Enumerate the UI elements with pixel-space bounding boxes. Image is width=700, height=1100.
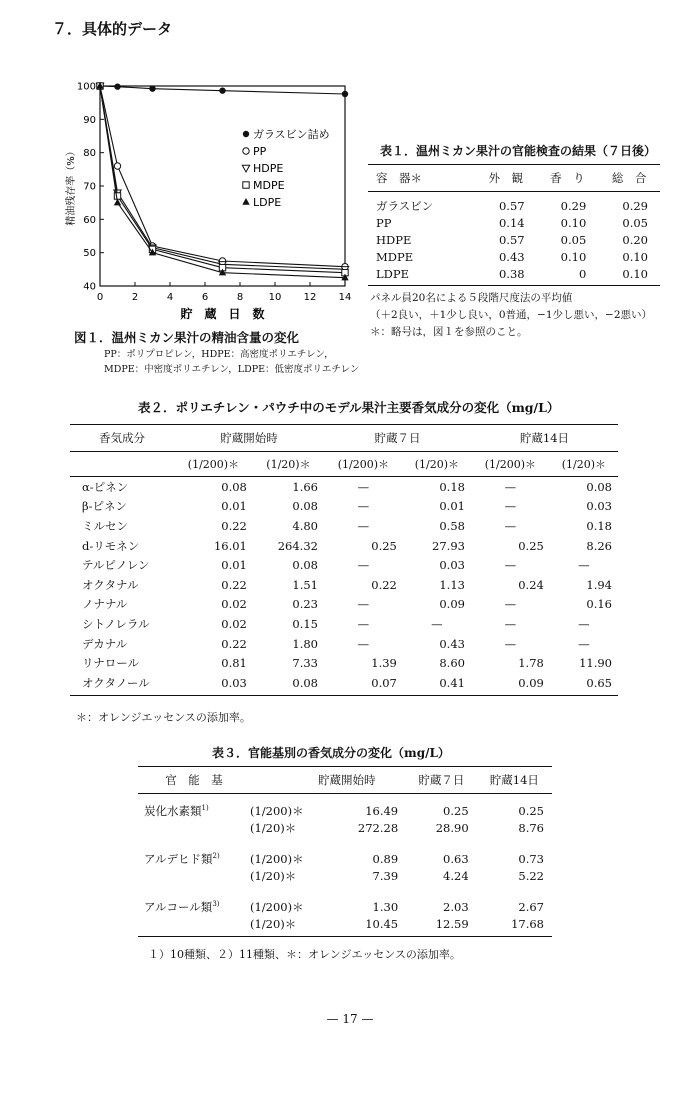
table2-cell: 0.25 bbox=[371, 538, 397, 553]
y-tick-label: 90 bbox=[83, 114, 96, 126]
table2-cell: — bbox=[357, 499, 370, 514]
table1-row-label: LDPE bbox=[368, 265, 475, 286]
table2-sub-header: (1/200)＊ bbox=[324, 452, 403, 477]
table2 bbox=[70, 424, 618, 696]
table2-row bbox=[70, 634, 618, 654]
table1-cell: 0.29 bbox=[560, 198, 587, 213]
plot-frame bbox=[100, 86, 345, 286]
table2-cell: 7.33 bbox=[292, 656, 318, 671]
table2-row bbox=[70, 653, 618, 673]
table3-group-footnote-mark: 1) bbox=[201, 803, 209, 812]
table3-row bbox=[138, 884, 552, 915]
table3-row bbox=[138, 794, 552, 820]
table2-group-header: 香気成分 bbox=[70, 425, 174, 452]
table2-row bbox=[70, 516, 618, 536]
table1-cell: 0.38 bbox=[475, 265, 537, 286]
table2-compound-name: シトノレラル bbox=[82, 616, 150, 631]
table2-cell: 0.41 bbox=[403, 673, 471, 695]
section-heading: ７．具体的データ bbox=[52, 20, 173, 38]
table3-cell: 0.25 bbox=[518, 803, 544, 818]
figure-note-1: PP：ポリプロピレン，HDPE：高密度ポリエチレン， bbox=[104, 349, 334, 360]
table2-cell: 0.15 bbox=[292, 616, 318, 631]
table1-footnote-1: パネル員20名による５段階尺度法の平均値 bbox=[370, 292, 573, 304]
table1-footnote-2: （＋2良い，＋1少し良い，0普通，−1少し悪い，−2悪い） bbox=[370, 309, 652, 321]
table3-cell: 272.28 bbox=[357, 820, 399, 835]
table2-row bbox=[70, 673, 618, 695]
table3-rate: (1/20)＊ bbox=[250, 820, 297, 835]
table3-group-label: アルコール類 bbox=[144, 899, 213, 914]
table3-cell: 17.68 bbox=[477, 915, 552, 937]
table2-cell: 0.02 bbox=[221, 616, 247, 631]
table3-cell: 2.03 bbox=[443, 899, 469, 914]
table2-cell: — bbox=[504, 636, 517, 651]
table2-compound-name: d-リモネン bbox=[82, 538, 140, 553]
table3-cell: 0.25 bbox=[443, 803, 469, 818]
table1-cell: 0.10 bbox=[560, 215, 587, 230]
table2-cell: 0.16 bbox=[586, 597, 612, 612]
data-point bbox=[114, 163, 120, 169]
table2-cell: — bbox=[431, 616, 443, 631]
table2-cell: 0.25 bbox=[518, 538, 544, 553]
table3-rate: (1/200)＊ bbox=[250, 851, 304, 866]
legend-label: MDPE bbox=[253, 179, 285, 192]
table3-cell: 1.30 bbox=[372, 899, 399, 914]
table1-row bbox=[368, 265, 660, 286]
table2-cell: 0.03 bbox=[586, 499, 612, 514]
table3-header bbox=[250, 767, 318, 794]
table1-row bbox=[368, 192, 660, 215]
table2-group-header: 貯蔵７日 bbox=[324, 425, 471, 452]
table3-group-name bbox=[138, 819, 250, 836]
table2-cell: 0.08 bbox=[292, 499, 318, 514]
table2-cell: 0.09 bbox=[471, 673, 550, 695]
table2-cell: — bbox=[504, 518, 517, 533]
table3-group-name bbox=[138, 836, 250, 867]
table3-group-name bbox=[138, 884, 250, 915]
table3-rate: (1/200)＊ bbox=[250, 803, 304, 818]
table1-header: 総 合 bbox=[598, 165, 660, 192]
table3 bbox=[138, 766, 552, 937]
table2-row bbox=[70, 497, 618, 517]
x-tick-label: 6 bbox=[201, 292, 209, 303]
table3-row bbox=[138, 915, 552, 937]
table2-row bbox=[70, 595, 618, 615]
series-line-2 bbox=[100, 86, 345, 267]
table2-cell: — bbox=[357, 518, 370, 533]
y-tick-label: 100 bbox=[76, 81, 96, 93]
table2-sub-header: (1/20)＊ bbox=[403, 452, 471, 477]
table2-row bbox=[70, 614, 618, 634]
table2-compound-name: オクタナル bbox=[82, 577, 139, 592]
series-line-5 bbox=[100, 86, 345, 278]
table2-cell: 1.51 bbox=[292, 577, 318, 592]
table2-cell: — bbox=[357, 616, 370, 631]
data-point bbox=[342, 91, 348, 97]
table2-compound-name: β-ピネン bbox=[82, 499, 128, 514]
data-point bbox=[114, 193, 120, 199]
table3-cell: 0.63 bbox=[443, 851, 469, 866]
table2-row bbox=[70, 477, 618, 497]
table2-cell: 0.23 bbox=[292, 597, 318, 612]
table3-row bbox=[138, 867, 552, 884]
table1-header: 容 器＊ bbox=[368, 165, 475, 192]
y-tick-label: 70 bbox=[83, 181, 96, 193]
table2-cell: — bbox=[504, 558, 517, 573]
table2-cell: 0.65 bbox=[550, 673, 618, 695]
table2-cell: 0.22 bbox=[221, 518, 247, 533]
table1-cell: 0 bbox=[537, 265, 599, 286]
table2-cell: 0.43 bbox=[439, 636, 465, 651]
table2-cell: 0.01 bbox=[221, 558, 247, 573]
legend-marker bbox=[242, 198, 249, 205]
table1-cell: 0.43 bbox=[498, 249, 525, 264]
table1-cell: 0.10 bbox=[598, 265, 660, 286]
table3-cell: 4.24 bbox=[443, 868, 469, 883]
data-point bbox=[219, 87, 225, 93]
table2-cell: 0.08 bbox=[253, 673, 324, 695]
table3-group-name bbox=[138, 794, 250, 820]
table3-footnote: １）10種類、２）11種類、＊：オレンジエッセンスの添加率。 bbox=[148, 948, 461, 961]
table2-cell: 27.93 bbox=[432, 538, 465, 553]
table1-row-label: ガラスビン bbox=[376, 198, 434, 213]
table1-cell: 0.57 bbox=[498, 198, 525, 213]
table2-compound-name: ノナナル bbox=[82, 597, 128, 612]
table2-cell: 0.07 bbox=[324, 673, 403, 695]
table2-cell: 0.08 bbox=[586, 479, 612, 494]
table2-cell: 0.08 bbox=[292, 558, 318, 573]
y-axis-label: 精油残存率（%） bbox=[66, 146, 77, 226]
table2-cell: — bbox=[357, 479, 370, 494]
table1-cell: 0.29 bbox=[622, 198, 648, 213]
legend-label: ガラスビン詰め bbox=[253, 128, 330, 141]
table2-cell: 8.26 bbox=[586, 538, 612, 553]
table2-cell: — bbox=[578, 636, 590, 651]
table1-cell: 0.57 bbox=[498, 232, 525, 247]
table2-cell: — bbox=[357, 558, 370, 573]
legend-marker bbox=[243, 148, 249, 154]
table2-compound-name: テルピノレン bbox=[82, 558, 150, 573]
table2-cell: 0.22 bbox=[221, 577, 247, 592]
table3-cell: 28.90 bbox=[435, 820, 469, 835]
table2-compound-name: ミルセン bbox=[82, 518, 128, 533]
table2-cell: 16.01 bbox=[213, 538, 247, 553]
table2-cell: 1.78 bbox=[518, 656, 544, 671]
x-tick-label: 2 bbox=[131, 292, 139, 303]
table2-cell: 1.13 bbox=[439, 577, 465, 592]
table2-compound-name: リナロール bbox=[82, 656, 140, 671]
table3-row bbox=[138, 836, 552, 867]
x-tick-label: 14 bbox=[338, 292, 352, 303]
table2-cell: 1.39 bbox=[371, 656, 397, 671]
y-tick-label: 80 bbox=[83, 148, 96, 160]
table3-cell: 16.49 bbox=[365, 803, 399, 818]
table3-group-footnote-mark: 3) bbox=[212, 899, 220, 908]
table2-cell: — bbox=[504, 597, 517, 612]
table2-sub-header: (1/200)＊ bbox=[471, 452, 550, 477]
legend-label: HDPE bbox=[253, 162, 284, 175]
table2-cell: 0.01 bbox=[221, 499, 247, 514]
legend-label: PP bbox=[253, 145, 267, 158]
table2-compound-name: α-ピネン bbox=[82, 479, 129, 494]
table1-row-label: PP bbox=[376, 215, 392, 230]
table1-cell: 0.10 bbox=[560, 249, 587, 264]
table2-cell: — bbox=[357, 597, 370, 612]
table1-cell: 0.10 bbox=[622, 249, 648, 264]
table1-cell: 0.05 bbox=[622, 215, 648, 230]
table2-cell: — bbox=[504, 479, 517, 494]
table3-group-label: 炭化水素類 bbox=[144, 803, 202, 818]
table1-row-label: HDPE bbox=[376, 232, 412, 247]
table3-header: 官 能 基 bbox=[138, 767, 250, 794]
table2-cell: 0.01 bbox=[439, 499, 465, 514]
table3-header: 貯蔵７日 bbox=[406, 767, 477, 794]
legend-marker bbox=[242, 165, 249, 172]
legend-marker bbox=[243, 182, 249, 188]
table3-cell: 2.67 bbox=[518, 899, 544, 914]
x-tick-label: 10 bbox=[268, 292, 282, 303]
series-line-3 bbox=[100, 86, 345, 269]
table1-row bbox=[368, 231, 660, 248]
table2-cell: — bbox=[504, 499, 517, 514]
table2-cell: 0.08 bbox=[221, 479, 247, 494]
table2-group-header: 貯蔵開始時 bbox=[174, 425, 324, 452]
table2-cell: 0.02 bbox=[221, 597, 247, 612]
figure-caption: 図１．温州ミカン果汁の精油含量の変化 bbox=[74, 330, 300, 345]
table3-header: 貯蔵開始時 bbox=[318, 767, 406, 794]
data-point bbox=[149, 85, 155, 91]
legend-marker bbox=[243, 131, 249, 137]
table2-title: 表２．ポリエチレン・パウチ中のモデル果汁主要香気成分の変化（mg/L） bbox=[138, 400, 560, 415]
x-axis-label: 貯 蔵 日 数 bbox=[180, 307, 265, 321]
table2-compound-name: オクタノール bbox=[70, 673, 174, 695]
table1-row-label: MDPE bbox=[376, 249, 414, 264]
table2-cell: 8.60 bbox=[439, 656, 465, 671]
table2-sub-header: (1/20)＊ bbox=[253, 452, 324, 477]
y-tick-label: 50 bbox=[83, 248, 96, 260]
table1-footnote-3: ＊：略号は，図１を参照のこと。 bbox=[370, 326, 528, 338]
table1-header: 香 り bbox=[537, 165, 599, 192]
table2-sub-header: (1/200)＊ bbox=[174, 452, 253, 477]
table1-row bbox=[368, 248, 660, 265]
table1-cell: 0.05 bbox=[560, 232, 587, 247]
table2-group-header: 貯蔵14日 bbox=[471, 425, 618, 452]
table2-cell: — bbox=[504, 616, 517, 631]
table2-row bbox=[70, 555, 618, 575]
legend-label: LDPE bbox=[253, 196, 282, 209]
table3-cell: 12.59 bbox=[406, 915, 477, 937]
x-tick-label: 4 bbox=[166, 292, 174, 303]
series-line-4 bbox=[100, 86, 345, 273]
table3-cell: 8.76 bbox=[518, 820, 544, 835]
table1-title: 表１．温州ミカン果汁の官能検査の結果（７日後） bbox=[380, 144, 657, 158]
table2-cell: 0.58 bbox=[439, 518, 465, 533]
table1-cell: 0.20 bbox=[622, 232, 648, 247]
table2-row bbox=[70, 575, 618, 595]
table2-cell: 0.09 bbox=[439, 597, 465, 612]
table3-group-name bbox=[138, 867, 250, 884]
figure-note-2: MDPE：中密度ポリエチレン，LDPE：低密度ポリエチレン bbox=[104, 364, 360, 375]
table2-cell: 4.80 bbox=[292, 518, 318, 533]
table3-rate: (1/200)＊ bbox=[250, 899, 304, 914]
x-tick-label: 0 bbox=[96, 292, 104, 303]
table2-cell: — bbox=[357, 636, 370, 651]
table3-title: 表３．官能基別の香気成分の変化（mg/L） bbox=[212, 746, 450, 760]
table3-rate: (1/20)＊ bbox=[250, 915, 318, 937]
table3-rate: (1/20)＊ bbox=[250, 868, 297, 883]
table3-row bbox=[138, 819, 552, 836]
page-number: — 17 — bbox=[326, 1012, 374, 1026]
table3-cell: 5.22 bbox=[518, 868, 544, 883]
table2-cell: 0.81 bbox=[221, 656, 247, 671]
table2-sub-header: (1/20)＊ bbox=[550, 452, 618, 477]
table2-cell: — bbox=[578, 558, 590, 573]
table2-cell: 0.03 bbox=[439, 558, 465, 573]
table1 bbox=[368, 164, 660, 286]
table2-cell: 1.80 bbox=[292, 636, 318, 651]
table3-cell: 0.73 bbox=[518, 851, 544, 866]
table2-footnote: ＊：オレンジエッセンスの添加率。 bbox=[76, 711, 251, 724]
x-tick-label: 8 bbox=[236, 292, 244, 303]
data-point bbox=[114, 83, 120, 89]
table3-cell: 7.39 bbox=[372, 868, 399, 883]
table3-group-footnote-mark: 2) bbox=[212, 851, 220, 860]
table3-group-label: アルデヒド類 bbox=[144, 851, 213, 866]
table2-cell: 0.24 bbox=[518, 577, 544, 592]
table2-row bbox=[70, 536, 618, 556]
table3-cell: 10.45 bbox=[318, 915, 406, 937]
table2-cell: 0.18 bbox=[439, 479, 465, 494]
table2-compound-name: デカナル bbox=[82, 636, 128, 651]
table3-group-name bbox=[138, 915, 250, 937]
table2-cell: 1.94 bbox=[586, 577, 612, 592]
table2-cell: 11.90 bbox=[579, 656, 612, 671]
table2-cell: 264.32 bbox=[277, 538, 318, 553]
table2-cell: 0.03 bbox=[174, 673, 253, 695]
y-tick-label: 40 bbox=[83, 281, 96, 293]
table1-row bbox=[368, 214, 660, 231]
table2-cell: 0.22 bbox=[221, 636, 247, 651]
y-tick-label: 60 bbox=[83, 214, 96, 226]
essential-oil-line-chart bbox=[60, 78, 370, 328]
table1-cell: 0.14 bbox=[498, 215, 525, 230]
table2-cell: 0.18 bbox=[586, 518, 612, 533]
table3-header: 貯蔵14日 bbox=[477, 767, 552, 794]
table2-cell: 1.66 bbox=[292, 479, 318, 494]
table3-cell: 0.89 bbox=[372, 851, 399, 866]
table2-cell: 0.22 bbox=[371, 577, 397, 592]
x-tick-label: 12 bbox=[303, 292, 317, 303]
table1-header: 外 観 bbox=[475, 165, 537, 192]
table2-cell: — bbox=[578, 616, 590, 631]
